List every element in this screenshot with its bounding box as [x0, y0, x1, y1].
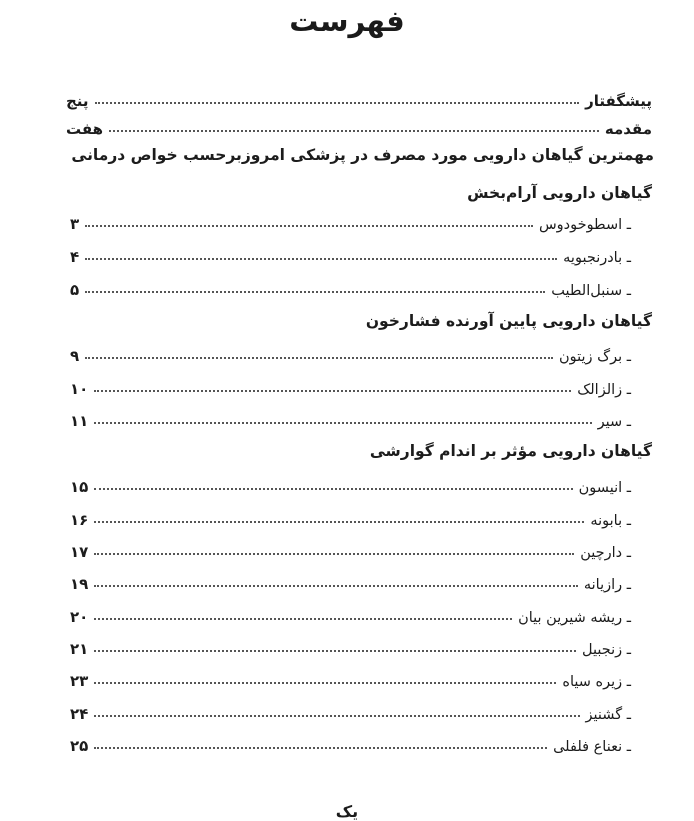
dot-leader [94, 421, 591, 424]
toc-entry-page: ۱۷ [70, 543, 89, 561]
section-heading: گیاهان دارویی مؤثر بر اندام گوارشی [369, 442, 652, 460]
toc-entry[interactable] [70, 404, 645, 430]
toc-entry-page: ۲۳ [70, 672, 89, 690]
toc-entry[interactable] [70, 632, 645, 658]
toc-entry[interactable] [70, 372, 645, 398]
dot-leader [94, 487, 572, 490]
dot-leader [95, 101, 579, 104]
toc-entry-label: ـ رازیانه [583, 577, 631, 593]
dot-leader [94, 681, 556, 684]
dot-leader [94, 552, 574, 555]
toc-entry[interactable] [70, 535, 645, 561]
toc-entry-label: ـ انیسون [578, 480, 631, 496]
toc-entry[interactable] [70, 339, 645, 365]
toc-entry-page: ۳ [70, 215, 80, 233]
toc-entry[interactable] [70, 600, 645, 626]
dot-leader [94, 714, 579, 717]
dot-leader [94, 389, 571, 392]
toc-entry-page: ۱۰ [70, 380, 89, 398]
toc-entry-page: ۲۰ [70, 608, 89, 626]
toc-entry-label: ـ بابونه [590, 513, 631, 529]
toc-entry-page: ۲۴ [70, 705, 89, 723]
toc-entry-label: ـ گشنیز [585, 707, 631, 723]
dot-leader [109, 129, 599, 132]
toc-entry-label: ـ زیره سیاه [562, 674, 631, 690]
dot-leader [94, 649, 576, 652]
toc-entry-label: ـ دارچین [580, 545, 631, 561]
toc-entry[interactable] [70, 207, 645, 233]
toc-entry-page: ۹ [70, 347, 80, 365]
toc-entry-label: ـ ریشه شیرین بیان [518, 610, 631, 626]
toc-entry[interactable] [70, 470, 645, 496]
toc-entry-preface[interactable] [66, 84, 652, 110]
toc-entry-page: ۱۶ [70, 511, 89, 529]
toc-entry[interactable] [70, 664, 645, 690]
dot-leader [85, 356, 553, 359]
toc-entry-page: ۵ [70, 281, 80, 299]
dot-leader [85, 224, 533, 227]
toc-entry-page: ۲۱ [70, 640, 89, 658]
dot-leader [85, 257, 557, 260]
toc-entry-label: مقدمه [604, 120, 652, 138]
toc-entry-label: پیشگفتار [585, 92, 652, 110]
toc-entry-label: ـ زالزالک [577, 382, 631, 398]
toc-entry-label: ـ سنبل‌الطیب [551, 283, 631, 299]
toc-entry-page: ۴ [70, 248, 80, 266]
toc-entry-label: ـ نعناع فلفلی [553, 739, 631, 755]
toc-entry-label: ـ برگ زیتون [558, 349, 631, 365]
section-heading: گیاهان دارویی پایین آورنده فشارخون [365, 312, 652, 330]
dot-leader [85, 290, 545, 293]
section-heading: گیاهان دارویی آرام‌بخش [467, 184, 652, 202]
dot-leader [94, 520, 584, 523]
toc-entry-label: ـ زنجبیل [582, 642, 631, 658]
toc-entry-page: ۱۵ [70, 478, 89, 496]
dot-leader [94, 584, 578, 587]
toc-entry-page: هفت [66, 120, 104, 138]
toc-entry[interactable] [70, 503, 645, 529]
dot-leader [94, 617, 512, 620]
toc-entry-page: ۱۹ [70, 575, 89, 593]
toc-entry[interactable] [70, 729, 645, 755]
toc-entry-label: ـ اسطوخودوس [538, 217, 631, 233]
toc-entry-label: ـ بادرنجبویه [563, 250, 631, 266]
toc-entry[interactable] [70, 697, 645, 723]
toc-entry-page: ۱۱ [70, 412, 89, 430]
dot-leader [94, 746, 547, 749]
main-heading: مهمترین گیاهان دارویی مورد مصرف در پزشکی امروزبرحسب خواص درمانی [71, 146, 654, 164]
page-title: فهرست [289, 4, 405, 38]
toc-entry-introduction[interactable] [66, 112, 652, 138]
toc-entry-page: پنج [66, 92, 89, 110]
toc-entry[interactable] [70, 240, 645, 266]
toc-entry-label: ـ سیر [597, 414, 631, 430]
toc-entry[interactable] [70, 273, 645, 299]
page-number-footer: یک [335, 802, 359, 821]
toc-entry-page: ۲۵ [70, 737, 89, 755]
toc-entry[interactable] [70, 567, 645, 593]
